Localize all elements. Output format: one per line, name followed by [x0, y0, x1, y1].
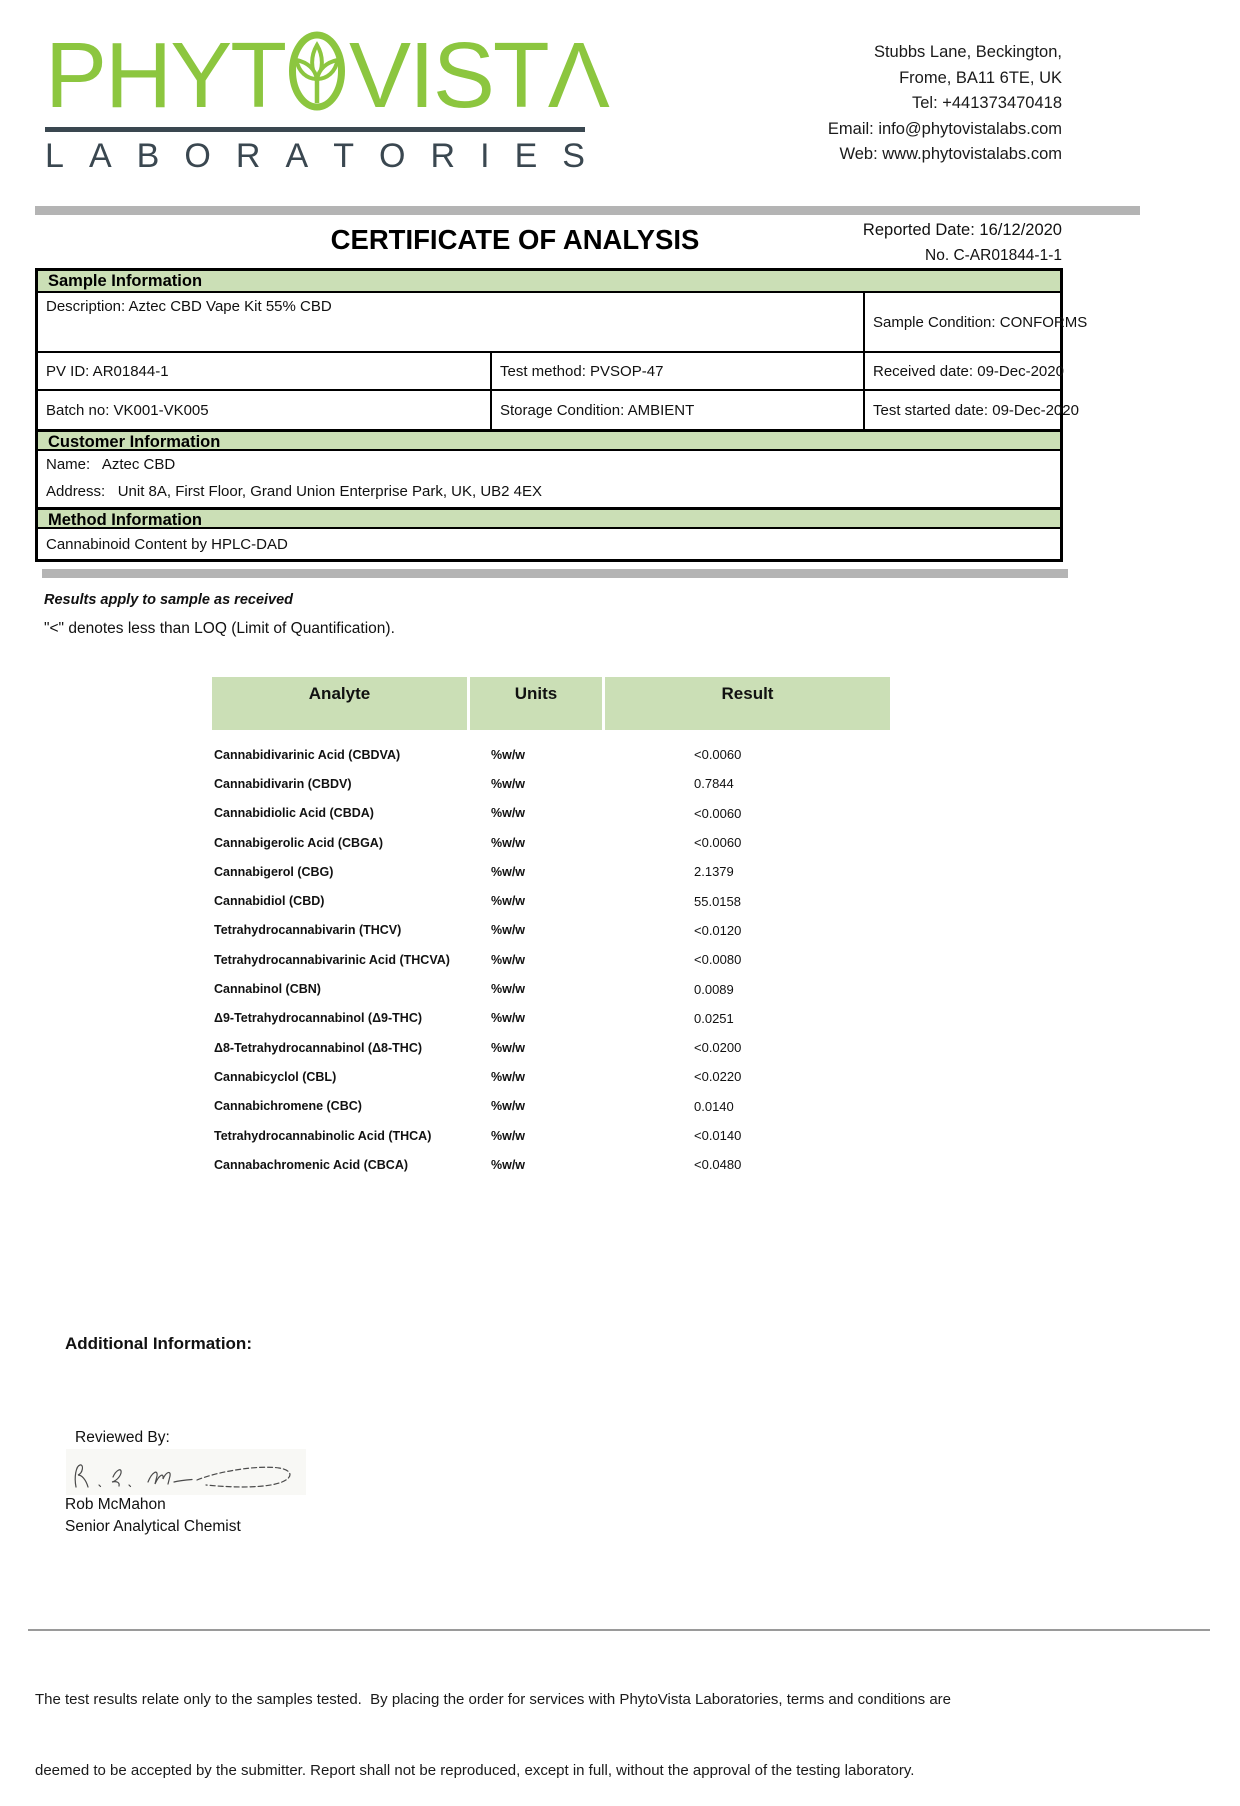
analyte-units: %w/w [491, 894, 526, 909]
customer-details [38, 451, 1060, 507]
logo-subtitle-letter: A [285, 137, 309, 175]
analyte-name: Δ8-Tetrahydrocannabinol (Δ8-THC) [214, 1040, 423, 1055]
table-row [212, 799, 890, 828]
header-divider-bar [35, 206, 1140, 215]
analyte-name: Cannabigerolic Acid (CBGA) [214, 835, 383, 850]
report-meta [863, 221, 1062, 265]
table-row [212, 1121, 890, 1150]
analyte-name: Tetrahydrocannabivarinic Acid (THCVA) [214, 952, 450, 967]
test-started-date: Test started date: 09-Dec-2020 [863, 391, 1060, 429]
table-row [212, 740, 890, 769]
analyte-result: 0.0251 [694, 1010, 734, 1026]
table-row [212, 916, 890, 945]
analyte-units: %w/w [491, 923, 526, 938]
section-header-customer-information: Customer Information [38, 429, 1060, 451]
pv-id: PV ID: AR01844-1 [46, 362, 169, 380]
loq-note: "<" denotes less than LOQ (Limit of Quantification). [44, 620, 395, 637]
section-header-method-information: Method Information [38, 507, 1060, 529]
section-header-sample-information: Sample Information [38, 271, 1060, 293]
analyte-result: 0.0089 [694, 981, 734, 997]
analyte-name: Tetrahydrocannabivarin (THCV) [214, 923, 402, 938]
table-row [212, 1062, 890, 1091]
logo-subtitle-letter: I [480, 137, 490, 175]
reviewer-signature [66, 1449, 306, 1495]
received-date: Received date: 09-Dec-2020 [863, 353, 1060, 389]
logo-subtitle-letter: O [379, 137, 406, 175]
page-title: CERTIFICATE OF ANALYSIS [330, 224, 700, 255]
analyte-name: Cannabichromene (CBC) [214, 1099, 362, 1114]
contact-phone: Tel: +441373470418 [911, 94, 1062, 112]
analyte-units: %w/w [491, 1128, 526, 1143]
analyte-name: Cannabidiolic Acid (CBDA) [214, 806, 374, 821]
logo-wordmark [45, 23, 608, 127]
storage-condition: Storage Condition: AMBIENT [490, 391, 863, 429]
analyte-units: %w/w [491, 806, 526, 821]
signature-icon [66, 1449, 306, 1495]
analyte-result: 2.1379 [694, 864, 734, 880]
sample-batch-row [38, 391, 1079, 429]
table-row [212, 1004, 890, 1033]
table-row [212, 828, 890, 857]
info-table [35, 268, 1088, 562]
contact-web: Web: www.phytovistalabs.com [839, 145, 1062, 163]
method-description: Cannabinoid Content by HPLC-DAD [46, 535, 288, 553]
analyte-name: Cannabachromenic Acid (CBCA) [214, 1157, 409, 1172]
column-header-analyte: Analyte [212, 677, 467, 730]
table-row [212, 1150, 890, 1179]
results-apply-note: Results apply to sample as received [44, 592, 294, 608]
analyte-units: %w/w [491, 1069, 526, 1084]
logo-subtitle-letter: R [235, 137, 261, 175]
sample-condition: Sample Condition: CONFORMS [863, 293, 1060, 351]
logo-subtitle-letter: S [562, 137, 585, 175]
logo-subtitle-letter: R [430, 137, 456, 175]
reported-date: Reported Date: 16/12/2020 [862, 221, 1062, 239]
batch-no: Batch no: VK001-VK005 [46, 401, 209, 419]
footer-divider [28, 1629, 1210, 1631]
analyte-result: 55.0158 [694, 893, 741, 909]
logo-subtitle [45, 139, 585, 173]
table-row [212, 857, 890, 886]
analyte-result: <0.0140 [694, 1128, 742, 1143]
table-row [212, 974, 890, 1003]
logo-word-right: VISTΛ [349, 23, 608, 127]
logo-subtitle-letter: O [184, 137, 211, 175]
table-row [212, 1033, 890, 1062]
reviewer-title: Senior Analytical Chemist [65, 1518, 241, 1535]
lab-contact-info [828, 40, 1062, 168]
analyte-units: %w/w [491, 982, 526, 997]
reviewer-name: Rob McMahon [65, 1496, 166, 1513]
analyte-units: %w/w [491, 1040, 526, 1055]
logo-word-left: PHYT [45, 23, 286, 127]
analyte-name: Cannabidivarinic Acid (CBDVA) [214, 747, 401, 762]
logo-subtitle-letter: A [88, 137, 112, 175]
logo-subtitle-letter: T [333, 137, 354, 175]
analyte-units: %w/w [491, 952, 526, 967]
logo-subtitle-letter: E [514, 137, 538, 175]
contact-address-line2: Frome, BA11 6TE, UK [899, 68, 1062, 87]
analyte-result: <0.0060 [694, 805, 742, 821]
analyte-result: <0.0060 [694, 835, 742, 851]
analyte-units: %w/w [491, 747, 526, 762]
logo [45, 23, 608, 175]
analyte-name: Cannabinol (CBN) [214, 982, 321, 997]
results-table-body [212, 740, 890, 1179]
column-header-units: Units [470, 677, 602, 730]
table-row [212, 769, 890, 798]
analyte-result: 0.0140 [694, 1098, 734, 1114]
analyte-units: %w/w [491, 1011, 526, 1026]
analyte-units: %w/w [491, 864, 526, 879]
analyte-result: <0.0080 [694, 952, 742, 968]
sample-description: Description: Aztec CBD Vape Kit 55% CBD [46, 298, 332, 315]
analyte-name: Cannabidiol (CBD) [214, 894, 325, 909]
column-header-result: Result [605, 677, 890, 730]
table-row [212, 945, 890, 974]
analyte-result: 0.7844 [694, 776, 734, 792]
contact-email: Email: info@phytovistalabs.com [827, 119, 1062, 138]
analyte-result: <0.0120 [694, 922, 742, 938]
sample-ids-row [38, 353, 1064, 391]
analyte-name: Cannabicyclol (CBL) [214, 1069, 337, 1084]
report-number: No. C-AR01844-1-1 [925, 247, 1062, 264]
sample-description-row [38, 293, 1088, 353]
analyte-name: Cannabidivarin (CBDV) [214, 776, 352, 791]
table-row [212, 1092, 890, 1121]
footer-disclaimer [35, 1641, 1225, 1806]
results-table-header [212, 677, 890, 730]
test-method: Test method: PVSOP-47 [490, 353, 863, 389]
analyte-result: <0.0220 [694, 1069, 742, 1085]
results-table [212, 677, 890, 1179]
info-table-shadow [42, 569, 1068, 578]
footer-disclaimer-line2: deemed to be accepted by the submitter. Report shall not be reproduced, except in full, without the approval of the testing laboratory. [35, 1761, 915, 1779]
additional-information-label: Additional Information: [65, 1334, 252, 1353]
analyte-units: %w/w [491, 1099, 526, 1114]
logo-subtitle-letter: B [136, 137, 160, 175]
analyte-result: <0.0200 [694, 1040, 742, 1056]
analyte-name: Tetrahydrocannabinolic Acid (THCA) [214, 1128, 432, 1143]
customer-name: Name: Aztec CBD [46, 456, 176, 473]
analyte-units: %w/w [491, 776, 526, 791]
analyte-units: %w/w [491, 1157, 526, 1172]
logo-underline [45, 127, 585, 132]
logo-subtitle-letter: L [45, 137, 64, 175]
analyte-name: Cannabigerol (CBG) [214, 864, 334, 879]
contact-address-line1: Stubbs Lane, Beckington, [873, 43, 1062, 61]
analyte-result: <0.0480 [694, 1157, 742, 1173]
analyte-result: <0.0060 [694, 747, 742, 763]
analyte-name: Δ9-Tetrahydrocannabinol (Δ9-THC) [214, 1011, 423, 1026]
analyte-units: %w/w [491, 835, 526, 850]
table-row [212, 886, 890, 915]
footer-disclaimer-line1: The test results relate only to the samples tested. By placing the order for services with PhytoVista Laboratories, terms and conditions are [35, 1691, 952, 1708]
leaf-o-icon [288, 31, 346, 116]
reviewed-by-label: Reviewed By: [75, 1429, 170, 1446]
customer-address: Address: Unit 8A, First Floor, Grand Union Enterprise Park, UK, UB2 4EX [46, 483, 543, 500]
